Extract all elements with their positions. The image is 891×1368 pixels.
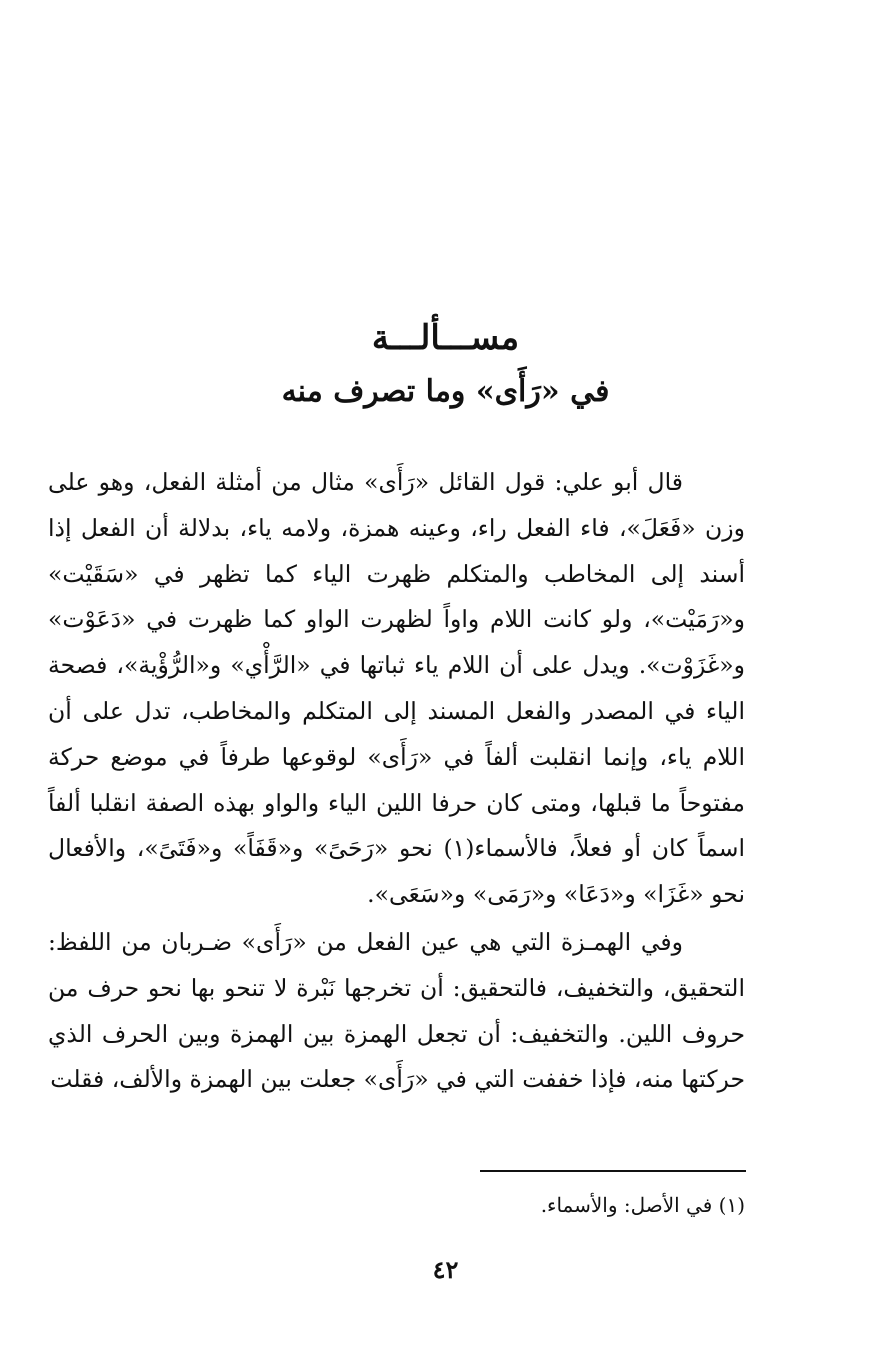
body-paragraph-1: قال أبو علي: قول القائل «رَأَى» مثال من أمثلة الفعل، وهو على وزن «فَعَلَ»، فاء الفعل راء، وعينه همزة، ولامه ياء، بدلالة أن الفعل إذا أسند إلى المخاطب والمتكلم ظهرت الياء كما تظهر في «سَقَيْت» و«رَمَيْت»، ولو كانت اللام واواً لظهرت الواو كما ظهرت في «دَعَوْت» و«غَزَوْت». ويدل على أن اللام ياء ثباتها في «الرَّأْي» و«الرُّؤْية»، فصحة الياء في المصدر والفعل المسند إلى المتكلم والمخاطب، تدل على أن اللام ياء، وإنما انقلبت ألفاً في «رَأَى» لوقوعها طرفاً في موضع حركة مفتوحاً ما قبلها، ومتى كان حرفا اللين الياء والواو بهذه الصفة انقلبا ألفاً اسماً كان أو فعلاً، فالأسماء(١) نحو «رَحَىً» و«قَفَاً» و«فَتَىً»، والأفعال نحو «غَزَا» و«دَعَا» و«رَمَى» و«سَعَى».	[48, 468, 745, 909]
chapter-title: مســـألـــة	[371, 318, 520, 358]
page-number: ٤٢	[432, 1255, 459, 1284]
body-paragraph-2: وفي الهمـزة التي هي عين الفعل من «رَأَى» ضـربان من اللفظ: التحقيق، والتخفيف، فالتحقيق: أن تخرجها نَبْرة لا تنحو بها نحو حرف من حروف اللين. والتخفيف: أن تجعل الهمزة بين الهمزة وبين الحرف الذي حركتها منه، فإذا خففت التي في «رَأَى» جعلت بين الهمزة والألف، فقلت	[48, 928, 745, 1094]
chapter-subtitle: في «رَأَى» وما تصرف منه	[281, 374, 610, 409]
footnote-divider	[480, 1170, 746, 1172]
footnote-1: (١) في الأصل: والأسماء.	[540, 1193, 745, 1217]
